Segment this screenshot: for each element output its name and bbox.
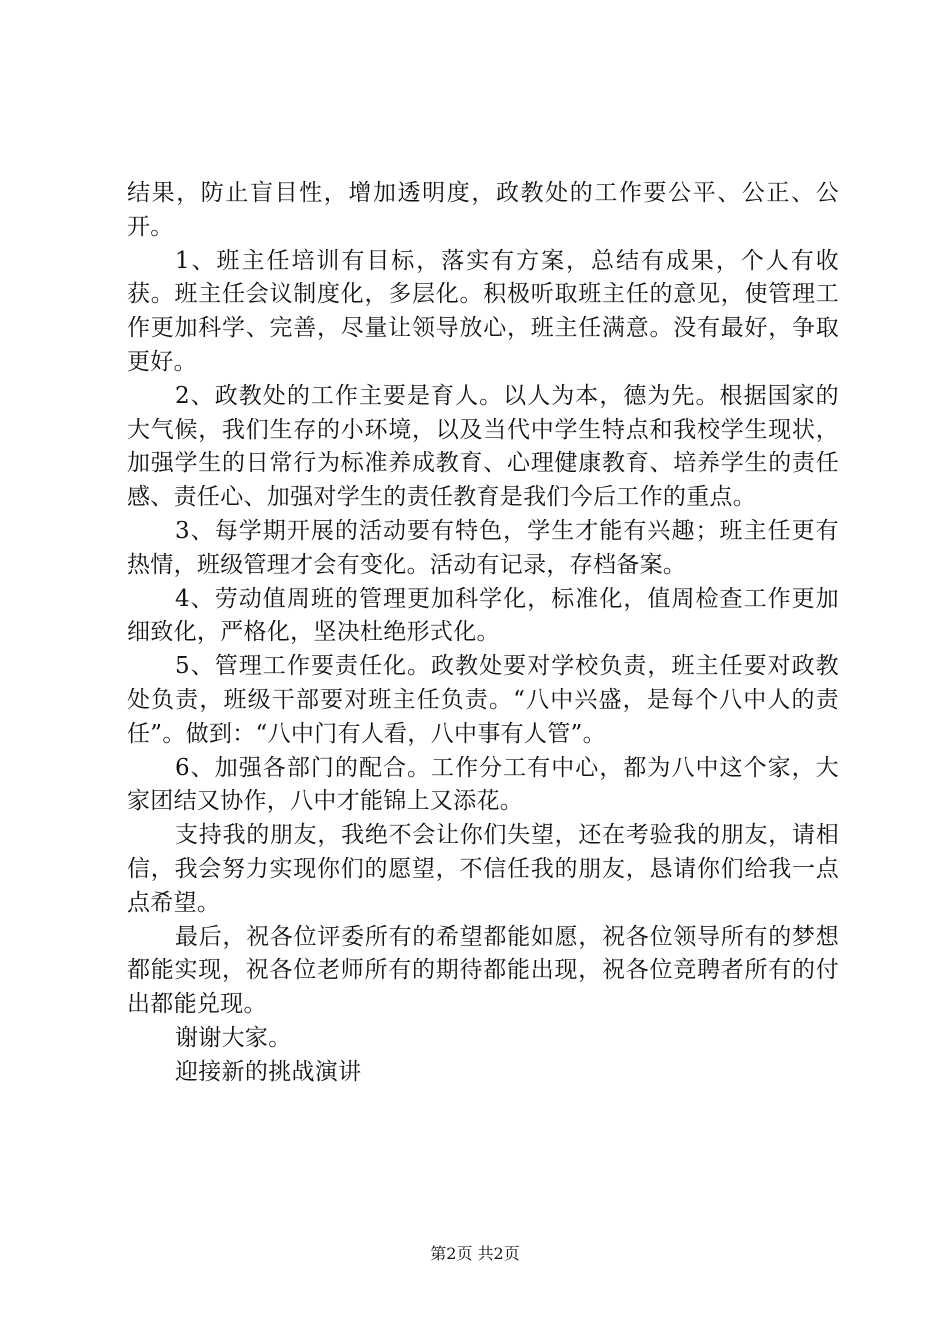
paragraph-item-4: 4、劳动值周班的管理更加科学化，标准化，值周检查工作更加细致化，严格化，坚决杜绝形式化。 <box>127 585 839 646</box>
page-footer <box>0 1244 950 1264</box>
page-number-label: 第2页 共2页 <box>430 1244 520 1263</box>
paragraph-thanks: 谢谢大家。 <box>175 1024 292 1051</box>
paragraph-item-5: 5、管理工作要责任化。政教处要对学校负责，班主任要对政教处负责，班级干部要对班主任负责。“八中兴盛，是每个八中人的责任”。做到：“八中门有人看，八中事有人管”。 <box>127 653 839 747</box>
document-body <box>127 177 839 1090</box>
paragraph-item-6: 6、加强各部门的配合。工作分工有中心，都为八中这个家，大家团结又协作，八中才能锦上又添花。 <box>127 754 839 815</box>
paragraph-item-3: 3、每学期开展的活动要有特色，学生才能有兴趣；班主任更有热情，班级管理才会有变化。活动有记录，存档备案。 <box>127 517 839 578</box>
paragraph-next-title: 迎接新的挑战演讲 <box>175 1058 362 1085</box>
paragraph-item-1: 1、班主任培训有目标，落实有方案，总结有成果，个人有收获。班主任会议制度化，多层化。积极听取班主任的意见，使管理工作更加科学、完善，尽量让领导放心，班主任满意。没有最好，争取更好。 <box>127 247 839 375</box>
paragraph-continuation: 结果，防止盲目性，增加透明度，政教处的工作要公平、公正、公开。 <box>127 180 839 240</box>
paragraph-friends: 支持我的朋友，我绝不会让你们失望，还在考验我的朋友，请相信，我会努力实现你们的愿望，不信任我的朋友，恳请你们给我一点点希望。 <box>127 822 839 916</box>
paragraph-item-2: 2、政教处的工作主要是育人。以人为本，德为先。根据国家的大气候，我们生存的小环境，以及当代中学生特点和我校学生现状，加强学生的日常行为标准养成教育、心理健康教育、培养学生的责任感、责任心、加强对学生的责任教育是我们今后工作的重点。 <box>127 382 839 511</box>
paragraph-closing-wishes: 最后，祝各位评委所有的希望都能如愿，祝各位领导所有的梦想都能实现，祝各位老师所有的期待都能出现，祝各位竞聘者所有的付出都能兑现。 <box>127 923 839 1018</box>
